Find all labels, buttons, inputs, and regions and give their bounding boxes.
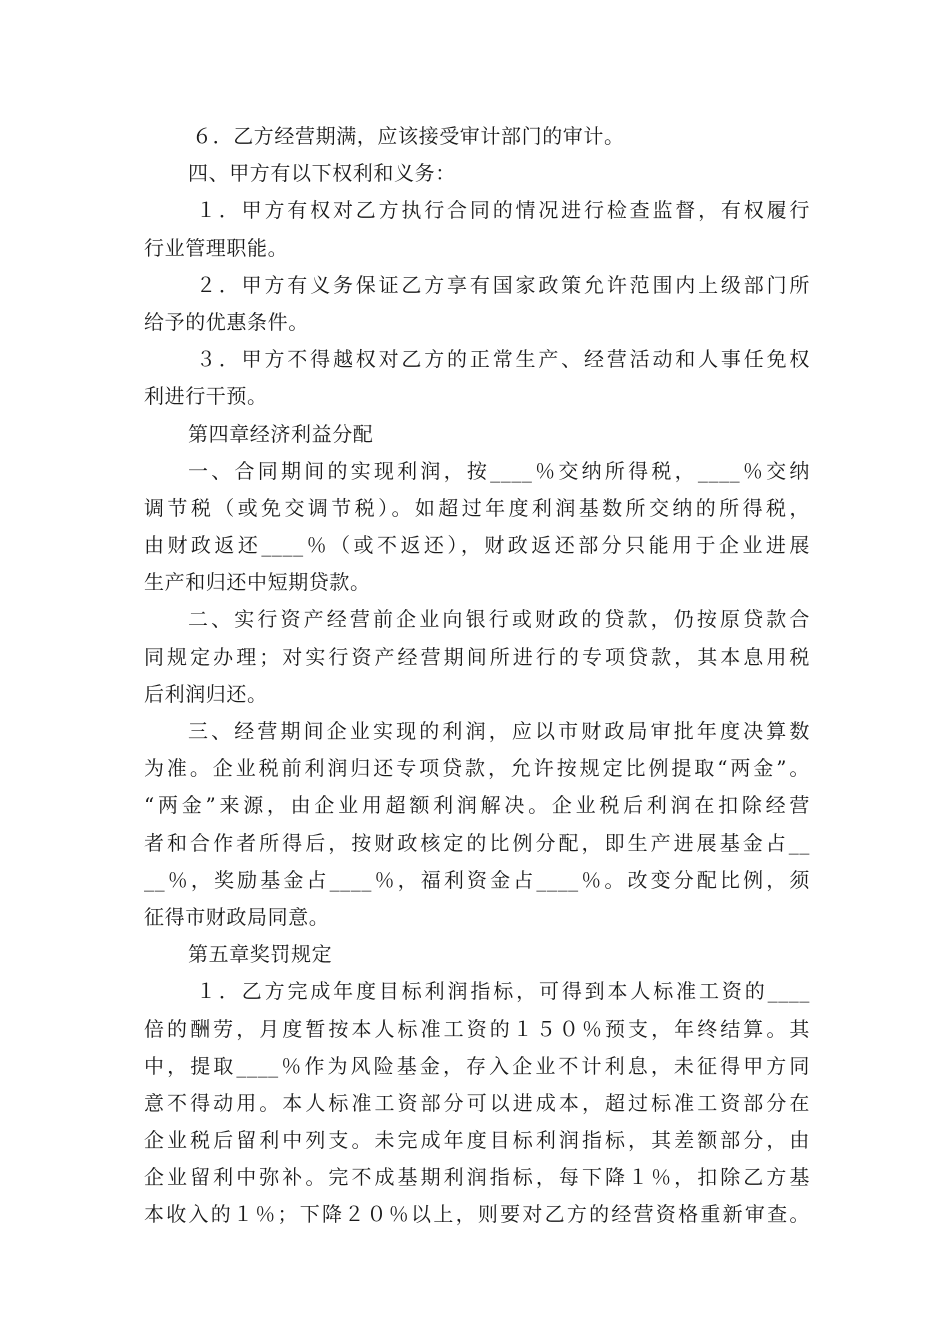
clause-line-5: ２．甲方有义务保证乙方享有国家政策允许范围内上级部门所 xyxy=(196,272,810,297)
clause-line-21: __％，奖励基金占____％，福利资金占____％。改变分配比例，须 xyxy=(144,867,810,892)
clause-line-18: 为准。企业税前利润归还专项贷款，允许按规定比例提取“两金”。 xyxy=(144,756,810,781)
clause-line-4: 行业管理职能。 xyxy=(144,235,289,260)
clause-line-26: 中，提取____％作为风险基金，存入企业不计利息，未征得甲方同 xyxy=(144,1053,810,1078)
clause-line-10: 一、合同期间的实现利润，按____％交纳所得税，____％交纳 xyxy=(188,458,810,483)
clause-line-30: 本收入的１％；下降２０％以上，则要对乙方的经营资格重新审查。 xyxy=(144,1202,810,1227)
chapter-five-heading: 第五章奖罚规定 xyxy=(188,942,333,967)
clause-line-25: 倍的酬劳，月度暂按本人标准工资的１５０％预支，年终结算。其 xyxy=(144,1016,810,1041)
clause-line-27: 意不得动用。本人标准工资部分可以进成本，超过标准工资部分在 xyxy=(144,1090,810,1115)
clause-line-12: 由财政返还____％（或不返还），财政返还部分只能用于企业进展 xyxy=(144,533,810,558)
clause-line-17: 三、经营期间企业实现的利润，应以市财政局审批年度决算数 xyxy=(188,719,810,743)
clause-line-14: 二、实行资产经营前企业向银行或财政的贷款，仍按原贷款合 xyxy=(188,607,810,632)
section-heading-four: 四、甲方有以下权利和义务： xyxy=(188,161,456,186)
clause-line-15: 同规定办理；对实行资产经营期间所进行的专项贷款，其本息用税 xyxy=(144,644,810,669)
clause-line-6: 给予的优惠条件。 xyxy=(144,309,309,334)
clause-line-22: 征得市财政局同意。 xyxy=(144,904,330,929)
clause-line-24: １．乙方完成年度目标利润指标，可得到本人标准工资的____ xyxy=(196,979,810,1004)
contract-body-text xyxy=(144,118,810,1234)
clause-line-16: 后利润归还。 xyxy=(144,681,268,706)
clause-line-8: 利进行干预。 xyxy=(144,384,268,409)
clause-line-11: 调节税（或免交调节税）。如超过年度利润基数所交纳的所得税， xyxy=(144,495,810,520)
clause-line-13: 生产和归还中短期贷款。 xyxy=(144,570,371,595)
clause-line-20: 者和合作者所得后，按财政核定的比例分配，即生产进展基金占__ xyxy=(144,830,810,855)
clause-line-19: “两金”来源，由企业用超额利润解决。企业税后利润在扣除经营 xyxy=(144,793,810,818)
clause-line-29: 企业留利中弥补。完不成基期利润指标，每下降１％，扣除乙方基 xyxy=(144,1165,810,1190)
clause-line-7: ３．甲方不得越权对乙方的正常生产、经营活动和人事任免权 xyxy=(196,347,810,372)
clause-line-28: 企业税后留利中列支。未完成年度目标利润指标，其差额部分，由 xyxy=(144,1128,810,1153)
chapter-four-heading: 第四章经济利益分配 xyxy=(188,421,374,446)
clause-line-1: ６．乙方经营期满，应该接受审计部门的审计。 xyxy=(192,124,625,148)
clause-line-3: １．甲方有权对乙方执行合同的情况进行检查监督，有权履行 xyxy=(196,198,810,223)
